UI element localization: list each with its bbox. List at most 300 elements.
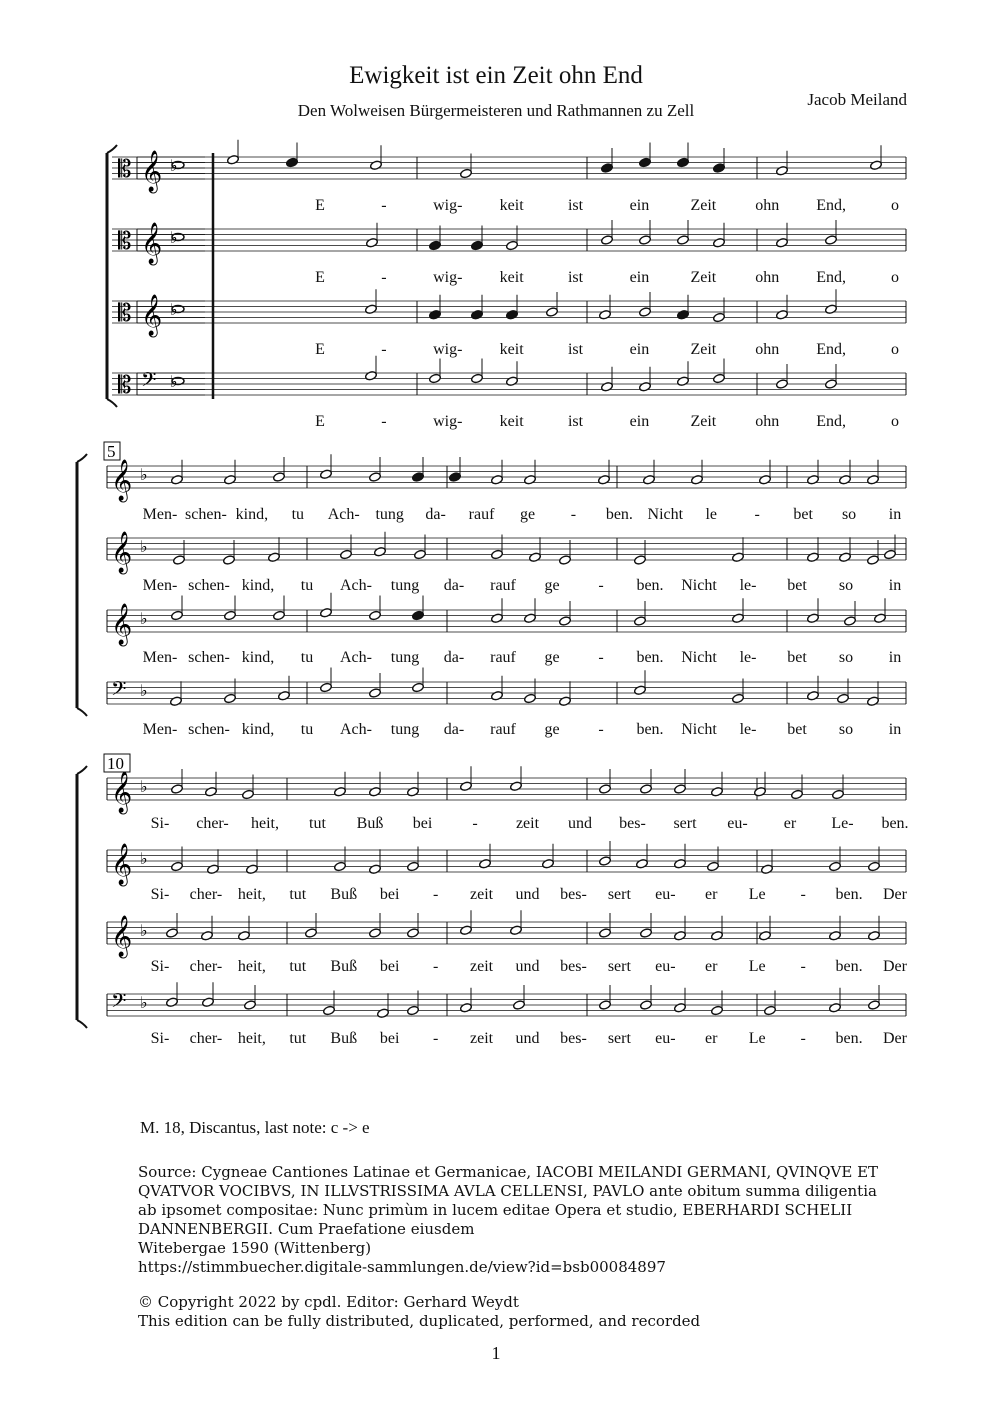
lyric-syllable: sert [607,886,631,903]
note-head [365,370,378,381]
treble-clef-icon: 𝄞 [111,532,133,573]
note-head [807,613,820,624]
note-head [776,379,789,390]
lyric-syllable: tu [300,577,314,594]
treble-clef-icon: 𝄞 [111,460,133,501]
lyric-syllable: cher- [189,1030,223,1047]
source-line: ab ipsomet compositae: Nunc primùm in lucem editae Opera et studio, EBERHARDI SCHELII [138,1201,853,1219]
source-line: QVATVOR VOCIBVS, IN ILLVSTRISSIMA AVLA CELLENSI, PAVLO ante obitum summa diligentia [138,1182,877,1200]
note-head [677,376,690,387]
note-head [510,781,523,792]
note-head [407,861,420,872]
note-head [674,858,687,869]
lyric-syllable: und [515,886,540,903]
lyric-syllable: heit, [237,886,266,903]
note-head [732,613,745,624]
lyric-syllable: heit, [251,815,279,832]
lyric-syllable: so [841,506,857,523]
lyric-syllable: bes- [560,1030,587,1047]
note-head [414,549,427,560]
lyric-syllable: rauf [468,506,495,523]
lyric-syllable: Si- [150,958,170,975]
lyric-syllable: bei [412,815,433,832]
lyric-syllable: - [598,577,604,594]
note-head [844,616,857,627]
lyric-syllable: da- [443,577,465,594]
flat-key-icon: ♭ [170,300,178,319]
lyric-syllable: ein [629,269,650,286]
lyric-syllable: ge [544,577,560,594]
lyric-syllable: eu- [655,886,676,903]
note-head [479,858,492,869]
note-head [460,781,473,792]
lyric-syllable: schen- [188,649,230,666]
note-head [207,864,220,875]
lyric-syllable: - [381,341,387,358]
incipit-clef-icon: 𝄡 [118,299,132,327]
lyric-syllable: - [754,506,760,523]
treble-clef-icon: 𝄞 [111,604,133,645]
note-head [634,555,647,566]
note-head [634,616,647,627]
note-head [491,690,504,701]
lyric-syllable: heit, [237,958,266,975]
note-head [761,864,774,875]
lyric-syllable: Buß [330,1030,358,1047]
note-head [171,784,184,795]
note-head [825,304,838,315]
note-head [273,472,286,483]
lyric-syllable: o [891,269,899,286]
note-head [323,1005,336,1016]
lyric-syllable: - [381,197,387,214]
lyric-syllable: Buß [356,815,384,832]
note-head [369,928,382,939]
lyric-syllable: Si- [150,1030,170,1047]
note-head [832,789,845,800]
note-head [598,474,611,485]
lyric-syllable: cher- [189,886,223,903]
composer-name: Jacob Meiland [807,90,907,109]
note-head [369,610,382,621]
flat-key-icon: ♭ [170,372,178,391]
note-head [868,861,881,872]
lyric-syllable: in [888,649,902,666]
flat-key-icon: ♭ [140,537,148,556]
note-head [171,861,184,872]
lyric-syllable: ge [519,506,536,523]
note-head [366,237,379,248]
lyric-syllable: End, [816,341,847,358]
note-head [599,928,612,939]
lyric-syllable: Ach- [340,649,372,666]
source-citation [138,1163,898,1277]
lyric-syllable: rauf [490,577,516,594]
source-line: DANNENBERGII. Cum Praefatione eiusdem [138,1220,475,1238]
note-head [599,856,612,867]
note-head [201,930,214,941]
note-head [713,237,726,248]
lyric-syllable: bes- [619,815,646,832]
lyric-syllable: le- [739,649,757,666]
lyric-syllable: ben. [636,721,664,738]
lyric-syllable: zeit [515,815,540,832]
lyric-syllable: - [432,886,439,903]
lyric-syllable: bei [379,886,400,903]
note-head [601,163,614,174]
lyric-syllable: cher- [189,958,223,975]
lyric-syllable: Der [883,886,907,903]
note-head [377,1008,390,1019]
lyric-syllable: zeit [470,886,494,903]
source-line: Witebergae 1590 (Wittenberg) [138,1239,372,1257]
lyric-syllable: schen- [188,721,230,738]
note-head [639,307,652,318]
lyric-syllable: in [888,506,902,523]
lyric-syllable: Ach- [340,577,372,594]
note-head [829,1002,842,1013]
note-head [867,696,880,707]
note-head [599,784,612,795]
note-head [524,693,537,704]
note-head [320,607,333,618]
lyric-syllable: in [888,721,902,738]
measure-number: 5 [107,442,116,461]
note-head [674,1002,687,1013]
lyric-syllable: bei [379,958,400,975]
lyric-syllable: Men- [142,721,178,738]
note-head [227,154,240,165]
note-head [278,690,291,701]
note-head [542,858,555,869]
lyric-syllable: sert [673,815,697,832]
note-head [599,309,612,320]
flat-key-icon: ♭ [170,156,178,175]
lyric-syllable: kind, [235,506,269,523]
dedication-subtitle: Den Wolweisen Bürgermeisteren und Rathmannen zu Zell [297,101,695,120]
note-head [634,685,647,696]
lyric-syllable: wig- [433,197,463,214]
lyric-syllable: er [705,886,718,903]
note-head [867,474,880,485]
lyric-syllable: ohn [755,269,780,286]
lyric-syllable: cher- [196,815,229,832]
bracket-cap [77,1020,87,1028]
note-head [471,373,484,384]
treble-clef-icon: 𝄞 [141,151,163,192]
lyric-syllable: tung [390,721,420,738]
lyric-syllable: Zeit [690,269,717,286]
note-head [759,474,772,485]
note-head [829,930,842,941]
lyric-syllable: le [705,506,718,523]
note-head [711,786,724,797]
lyric-syllable: wig- [433,413,463,430]
note-head [286,157,299,168]
lyric-syllable: tut [289,886,307,903]
note-head [524,474,537,485]
note-head [524,613,537,624]
lyric-syllable: E [315,341,325,358]
lyric-syllable: da- [443,721,465,738]
note-head [491,549,504,560]
lyric-syllable: Nicht [647,506,684,523]
note-head [173,555,186,566]
lyric-syllable: schen- [188,577,230,594]
note-head [776,237,789,248]
bracket-cap [107,399,117,407]
lyric-syllable: Buß [330,886,358,903]
lyric-syllable: Si- [150,886,170,903]
lyric-syllable: Le [748,886,766,903]
note-head [370,160,383,171]
note-head [884,549,897,560]
lyric-syllable: End, [816,413,847,430]
lyric-syllable: Nicht [681,721,717,738]
lyric-syllable: - [598,721,604,738]
treble-clef-icon: 𝄞 [141,295,163,336]
note-head [369,864,382,875]
lyric-syllable: le- [739,577,757,594]
note-head [825,235,838,246]
note-head [429,309,442,320]
lyric-syllable: Zeit [690,197,717,214]
lyric-syllable: tut [289,1030,307,1047]
lyric-syllable: - [472,815,478,832]
lyric-syllable: ge [544,721,560,738]
note-head [224,610,237,621]
note-head [677,157,690,168]
note-head [407,786,420,797]
note-head [238,930,251,941]
note-head [460,168,473,179]
lyric-syllable: kind, [241,721,275,738]
note-head [559,696,572,707]
note-head [713,373,726,384]
note-head [202,997,215,1008]
source-line: https://stimmbuecher.digitale-sammlungen.de/view?id=bsb00084897 [138,1258,666,1276]
lyric-syllable: da- [425,506,446,523]
note-head [546,307,559,318]
note-head [242,789,255,800]
note-head [825,379,838,390]
note-head [677,235,690,246]
lyric-syllable: tung [375,506,404,523]
lyric-syllable: er [783,815,797,832]
lyric-syllable: Men- [142,649,178,666]
incipit-clef-icon: 𝄡 [118,155,132,183]
lyric-syllable: bes- [560,886,587,903]
lyric-syllable: Nicht [681,577,717,594]
lyric-syllable: bet [787,649,807,666]
note-head [334,786,347,797]
note-head [491,474,504,485]
lyric-syllable: sert [607,958,631,975]
note-head [171,610,184,621]
lyric-syllable: keit [499,341,524,358]
note-head [460,925,473,936]
lyric-syllable: End, [816,197,847,214]
lyric-syllable: ben. [835,958,863,975]
lyric-syllable: ben. [605,506,633,523]
lyric-syllable: E [315,197,325,214]
lyric-syllable: tu [300,721,314,738]
note-head [205,786,218,797]
note-head [412,682,425,693]
lyric-syllable: bes- [560,958,587,975]
lyric-syllable: so [838,649,854,666]
lyric-syllable: rauf [490,721,516,738]
note-head [369,472,382,483]
note-head [449,472,462,483]
note-head [677,309,690,320]
lyric-syllable: Buß [330,958,358,975]
lyric-syllable: kind, [241,577,275,594]
lyric-syllable: End, [816,269,847,286]
note-head [643,474,656,485]
note-head [829,861,842,872]
lyric-syllable: ohn [755,413,780,430]
note-head [874,613,887,624]
note-head [246,864,259,875]
note-head [691,474,704,485]
note-head [732,693,745,704]
lyric-syllable: - [432,958,439,975]
note-head [305,928,318,939]
lyric-syllable: er [705,958,718,975]
lyric-syllable: o [891,413,899,430]
note-head [491,613,504,624]
lyric-syllable: rauf [490,649,516,666]
lyric-syllable: Zeit [690,413,717,430]
incipit-clef-icon: 𝄡 [118,227,132,255]
lyric-syllable: E [315,269,325,286]
lyric-syllable: er [705,1030,718,1047]
lyric-syllable: ist [567,341,584,358]
note-head [764,1005,777,1016]
note-head [244,1000,257,1011]
note-head [640,1000,653,1011]
lyric-syllable: Le [748,958,766,975]
lyric-syllable: eu- [727,815,748,832]
lyric-syllable: ein [629,341,650,358]
lyric-syllable: bei [379,1030,400,1047]
flat-key-icon: ♭ [140,777,148,796]
lyric-syllable: keit [499,197,524,214]
note-head [374,546,387,557]
lyric-syllable: Ach- [327,506,360,523]
lyric-syllable: le- [739,721,757,738]
note-head [460,1002,473,1013]
note-head [340,549,353,560]
incipit-clef-icon: 𝄡 [118,371,132,399]
lyric-syllable: bet [787,721,807,738]
note-head [776,309,789,320]
copyright-line: This edition can be fully distributed, duplicated, performed, and recorded [138,1312,701,1330]
measure-number: 10 [107,754,124,773]
lyric-syllable: Ach- [340,721,372,738]
lyric-syllable: o [891,197,899,214]
lyric-syllable: bet [793,506,813,523]
treble-clef-icon: 𝄞 [111,916,133,957]
lyric-syllable: E [315,413,325,430]
lyric-syllable: ben. [835,1030,863,1047]
flat-key-icon: ♭ [140,921,148,940]
note-head [407,1005,420,1016]
note-head [471,240,484,251]
source-line: Source: Cygneae Cantiones Latinae et Germanicae, IACOBI MEILANDI GERMANI, QVINQVE ET [138,1163,879,1181]
lyric-syllable: Der [883,1030,907,1047]
note-head [807,552,820,563]
copyright-line: © Copyright 2022 by cpdl. Editor: Gerhard Weydt [138,1293,519,1311]
note-head [601,235,614,246]
lyric-syllable: tung [390,649,420,666]
bracket-cap [77,708,87,716]
note-head [713,312,726,323]
lyric-syllable: o [891,341,899,358]
note-head [506,376,519,387]
note-head [506,309,519,320]
lyric-syllable: ben. [835,886,863,903]
lyric-syllable: heit, [237,1030,266,1047]
note-head [320,682,333,693]
note-head [707,861,720,872]
bass-clef-icon: 𝄢 [111,677,127,705]
lyric-syllable: und [568,815,592,832]
lyric-syllable: ohn [755,341,780,358]
note-head [429,240,442,251]
lyric-syllable: Zeit [690,341,717,358]
lyric-syllable: Nicht [681,649,717,666]
lyric-syllable: tut [289,958,307,975]
lyric-syllable: sert [607,1030,631,1047]
lyric-syllable: zeit [470,958,494,975]
note-head [867,555,880,566]
note-head [870,160,883,171]
lyric-syllable: und [515,958,540,975]
flat-key-icon: ♭ [140,465,148,484]
note-head [639,235,652,246]
lyric-syllable: keit [499,269,524,286]
note-head [166,997,179,1008]
note-head [412,472,425,483]
note-head [529,552,542,563]
note-head [268,552,281,563]
lyric-syllable: schen- [185,506,227,523]
note-head [839,552,852,563]
lyric-syllable: Le- [831,815,854,832]
note-head [868,930,881,941]
lyric-syllable: ist [567,197,584,214]
lyric-syllable: so [838,721,854,738]
edition-footnote: M. 18, Discantus, last note: c -> e [140,1118,370,1137]
bracket-cap [77,454,87,462]
lyric-syllable: ist [567,413,584,430]
lyric-syllable: und [515,1030,540,1047]
note-head [171,474,184,485]
lyric-syllable: tung [390,577,420,594]
lyric-syllable: tu [291,506,305,523]
note-head [559,555,572,566]
note-head [223,555,236,566]
lyric-syllable: ben. [636,649,664,666]
note-head [732,552,745,563]
copyright-notice [138,1293,700,1331]
treble-clef-icon: 𝄞 [141,223,163,264]
lyric-syllable: keit [499,413,524,430]
note-head [601,381,614,392]
bracket-cap [77,766,87,774]
